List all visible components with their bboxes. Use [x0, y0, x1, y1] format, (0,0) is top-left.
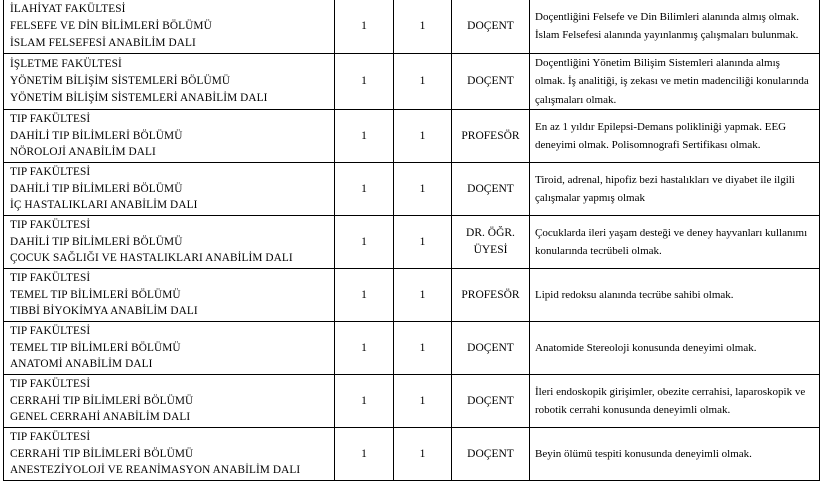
unit-cell: [4, 53, 335, 110]
count-cell-1: [335, 375, 394, 428]
count-cell-1: [335, 0, 394, 53]
count-cell-2: [394, 163, 452, 216]
requirement-line: Doçentliğini Felsefe ve Din Bilimleri alanında almış olmak.: [535, 10, 799, 23]
requirements-cell: [530, 269, 820, 322]
faculty-name: TIP FAKÜLTESİ: [10, 165, 91, 178]
count-cell-1: [335, 216, 394, 269]
count-cell-2: [394, 110, 452, 163]
count-value-2: 1: [419, 130, 426, 142]
requirements-cell: [530, 322, 820, 375]
title-cell: [452, 53, 530, 110]
department-name: TEMEL TIP BİLİMLERİ BÖLÜMÜ: [10, 288, 181, 301]
count-cell-2: [394, 375, 452, 428]
academic-title-line: PROFESÖR: [461, 288, 520, 301]
count-value-1: 1: [361, 130, 367, 142]
requirement-line: robotik cerrahi konusunda deneyimli olmak.: [535, 404, 731, 416]
faculty-name: TIP FAKÜLTESİ: [10, 430, 91, 443]
unit-cell: [4, 269, 335, 322]
table-row: [4, 53, 820, 110]
requirements-cell: [530, 110, 820, 163]
table-body: [4, 0, 820, 481]
faculty-name: TIP FAKÜLTESİ: [10, 271, 91, 284]
count-value-1: 1: [361, 448, 367, 460]
division-name: ANATOMİ ANABİLİM DALI: [10, 358, 153, 371]
division-name: ÇOCUK SAĞLIĞI VE HASTALIKLARI ANABİLİM DALI: [10, 252, 293, 265]
department-name: YÖNETİM BİLİŞİM SİSTEMLERİ BÖLÜMÜ: [10, 74, 231, 87]
faculty-name: İLAHİYAT FAKÜLTESİ: [10, 3, 126, 16]
table-row: [4, 375, 820, 428]
requirement-line: Doçentliğini Yönetim Bilişim Sistemleri alanında almış: [535, 56, 780, 69]
table-row: [4, 269, 820, 322]
table-row: [4, 110, 820, 163]
title-cell: [452, 216, 530, 269]
academic-title-line: DOÇENT: [467, 182, 514, 195]
department-name: FELSEFE VE DİN BİLİMLERİ BÖLÜMÜ: [10, 19, 212, 32]
count-value-1: 1: [361, 183, 367, 195]
count-cell-1: [335, 110, 394, 163]
division-name: İSLAM FELSEFESİ ANABİLİM DALI: [10, 36, 196, 49]
count-value-2: 1: [419, 236, 426, 248]
division-name: ANESTEZİYOLOJİ VE REANİMASYON ANABİLİM DALI: [10, 464, 301, 477]
academic-title-line: DOÇENT: [467, 19, 514, 32]
requirements-cell: [530, 375, 820, 428]
count-value-1: 1: [361, 75, 367, 88]
requirements-cell: [530, 428, 820, 481]
division-name: TIBBİ BİYOKİMYA ANABİLİM DALI: [10, 305, 198, 318]
requirement-line: çalışmalar yapmış olmak: [535, 192, 645, 204]
department-name: DAHİLİ TIP BİLİMLERİ BÖLÜMÜ: [10, 182, 183, 195]
requirement-line: çalışmaları olmak.: [535, 93, 617, 106]
table-row: [4, 163, 820, 216]
count-cell-2: [394, 428, 452, 481]
count-cell-2: [394, 216, 452, 269]
title-cell: [452, 163, 530, 216]
count-cell-2: [394, 53, 452, 110]
count-cell-1: [335, 322, 394, 375]
count-value-1: 1: [361, 20, 367, 33]
requirements-cell: [530, 163, 820, 216]
count-cell-2: [394, 269, 452, 322]
title-cell: [452, 0, 530, 53]
faculty-name: İŞLETME FAKÜLTESİ: [10, 58, 122, 71]
count-value-2: 1: [419, 395, 426, 407]
requirements-cell: [530, 0, 820, 53]
faculty-name: TIP FAKÜLTESİ: [10, 112, 91, 125]
academic-title-line: DR. ÖĞR.: [466, 227, 515, 239]
academic-title-line: DOÇENT: [467, 447, 514, 460]
academic-title-line: DOÇENT: [467, 394, 514, 407]
requirements-cell: [530, 216, 820, 269]
department-name: DAHİLİ TIP BİLİMLERİ BÖLÜMÜ: [10, 129, 183, 142]
academic-title-line: ÜYESİ: [473, 244, 508, 256]
count-value-2: 1: [419, 20, 426, 33]
count-value-1: 1: [361, 236, 367, 248]
requirement-line: Tiroid, adrenal, hipofiz bezi hastalıkları ve diyabet ile ilgili: [535, 173, 795, 186]
department-name: CERRAHİ TIP BİLİMLERİ BÖLÜMÜ: [10, 394, 194, 407]
requirement-line: Lipid redoksu alanında tecrübe sahibi olmak.: [535, 288, 734, 301]
table-row: [4, 0, 820, 53]
count-cell-2: [394, 322, 452, 375]
count-value-1: 1: [361, 342, 367, 354]
requirement-line: Çocuklarda ileri yaşam desteği ve deney hayvanları kullanımı: [535, 226, 808, 239]
count-cell-1: [335, 428, 394, 481]
requirement-line: deneyimi olmak. Polisomnografi Sertifikası olmak.: [535, 139, 761, 151]
academic-title-line: DOÇENT: [467, 74, 514, 87]
requirement-line: Beyin ölümü tespiti konusunda deneyimli olmak.: [535, 447, 752, 460]
count-cell-1: [335, 53, 394, 110]
unit-cell: [4, 0, 335, 53]
faculty-name: TIP FAKÜLTESİ: [10, 324, 91, 337]
count-value-2: 1: [419, 75, 426, 88]
requirement-line: Anatomide Stereoloji konusunda deneyimi olmak.: [535, 341, 757, 354]
table-row: [4, 216, 820, 269]
department-name: DAHİLİ TIP BİLİMLERİ BÖLÜMÜ: [10, 235, 183, 248]
positions-table: [3, 0, 820, 481]
count-cell-1: [335, 163, 394, 216]
department-name: CERRAHİ TIP BİLİMLERİ BÖLÜMÜ: [10, 447, 194, 460]
faculty-name: TIP FAKÜLTESİ: [10, 377, 91, 390]
division-name: NÖROLOJİ ANABİLİM DALI: [10, 146, 156, 159]
unit-cell: [4, 216, 335, 269]
requirement-line: İleri endoskopik girişimler, obezite cerrahisi, laparoskopik ve: [535, 385, 806, 398]
count-value-1: 1: [361, 395, 367, 407]
unit-cell: [4, 428, 335, 481]
unit-cell: [4, 110, 335, 163]
count-value-1: 1: [361, 289, 367, 301]
division-name: GENEL CERRAHİ ANABİLİM DALI: [10, 411, 191, 424]
division-name: İÇ HASTALIKLARI ANABİLİM DALI: [10, 199, 198, 212]
requirement-line: İslam Felsefesi alanında yayınlanmış çalışmaları bulunmak.: [535, 29, 799, 42]
count-value-2: 1: [419, 183, 426, 195]
title-cell: [452, 269, 530, 322]
academic-title-line: DOÇENT: [467, 341, 514, 354]
unit-cell: [4, 163, 335, 216]
requirement-line: En az 1 yıldır Epilepsi-Demans polikliniği yapmak. EEG: [535, 120, 787, 133]
table-row: [4, 322, 820, 375]
faculty-name: TIP FAKÜLTESİ: [10, 218, 91, 231]
unit-cell: [4, 375, 335, 428]
count-cell-2: [394, 0, 452, 53]
count-cell-1: [335, 269, 394, 322]
count-value-2: 1: [419, 289, 426, 301]
unit-cell: [4, 322, 335, 375]
title-cell: [452, 375, 530, 428]
division-name: YÖNETİM BİLİŞİM SİSTEMLERİ ANABİLİM DALI: [10, 91, 268, 104]
title-cell: [452, 322, 530, 375]
title-cell: [452, 428, 530, 481]
count-value-2: 1: [419, 448, 426, 460]
table-row: [4, 428, 820, 481]
requirement-line: olmak. İş analitiği, iş zekası ve metin madenciliği konularında: [535, 75, 809, 87]
department-name: TEMEL TIP BİLİMLERİ BÖLÜMÜ: [10, 341, 181, 354]
academic-title-line: PROFESÖR: [461, 129, 520, 142]
title-cell: [452, 110, 530, 163]
requirement-line: konularında tecrübeli olmak.: [535, 245, 662, 257]
count-value-2: 1: [419, 342, 426, 354]
requirements-cell: [530, 53, 820, 110]
